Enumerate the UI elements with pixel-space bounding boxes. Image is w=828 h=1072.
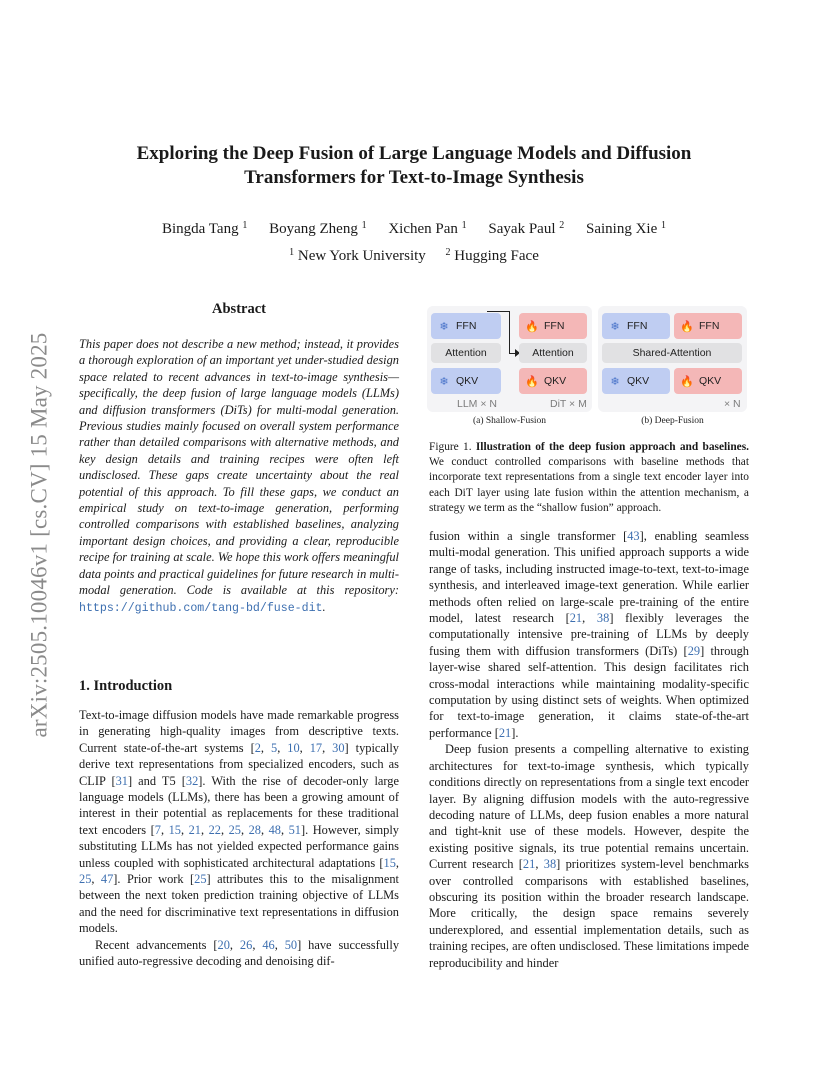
introduction-text — [79, 707, 399, 970]
dit-qkv-block: 🔥 QKV — [519, 368, 587, 394]
author: Saining Xie $^1$ — [585, 220, 666, 237]
deep-llm-qkv-block: ❄ QKV — [602, 368, 670, 394]
citation-link[interactable]: 38 — [543, 857, 557, 872]
snowflake-icon: ❄ — [439, 320, 449, 333]
caption-label: Figure 1. — [429, 441, 472, 453]
author: Xichen Pan $^1$ — [388, 220, 467, 237]
citation-link[interactable]: 17 — [309, 740, 323, 755]
citation-link[interactable]: 22 — [208, 822, 221, 837]
dit-attention-block: Attention — [519, 343, 587, 363]
citation-link[interactable]: 21 — [498, 725, 512, 740]
citation-link[interactable]: 21 — [522, 857, 536, 872]
introduction-continued — [429, 528, 749, 971]
citation-link[interactable]: 21 — [569, 611, 583, 626]
affiliation: $^2$ Hugging Face — [445, 247, 539, 264]
paragraph: Recent advancements [20, 26, 46, 50] have successfully unified auto-regressive decoding and denoising dif- — [79, 937, 400, 969]
code-repository-link[interactable]: https://github.com/tang-bd/fuse-dit — [79, 601, 323, 615]
deep-dit-ffn-block: 🔥 FFN — [674, 313, 742, 339]
snowflake-icon: ❄ — [610, 375, 620, 388]
snowflake-icon: ❄ — [439, 375, 449, 388]
flame-icon: 🔥 — [525, 375, 539, 388]
caption-text: We conduct controlled comparisons with baseline methods that incorporate text representations from a single text encoder layer into each DiT layer using late fusion within the attention mechanism, a strategy we term as the “shallow fusion” approach. — [429, 456, 749, 514]
author: Sayak Paul $^2$ — [488, 220, 565, 237]
author: Bingda Tang $^1$ — [162, 220, 248, 237]
figure-1-caption — [429, 440, 749, 516]
llm-qkv-block: ❄ QKV — [431, 368, 501, 394]
subfigure-a-label: (a) Shallow-Fusion — [472, 416, 547, 426]
citation-link[interactable]: 15 — [168, 822, 181, 837]
fusion-arrow — [509, 311, 510, 354]
arxiv-id-text: arXiv:2505.10046v1 [cs.CV] 15 May 2025 — [26, 332, 52, 738]
section-heading-introduction: 1. Introduction — [79, 678, 173, 694]
caption-title: Illustration of the deep fusion approach and baselines. — [475, 441, 749, 453]
citation-link[interactable]: 46 — [262, 937, 275, 952]
citation-link[interactable]: 25 — [228, 822, 241, 837]
citation-link[interactable]: 31 — [115, 773, 128, 788]
citation-link[interactable]: 38 — [596, 611, 610, 626]
citation-link[interactable]: 48 — [268, 822, 281, 837]
affiliation-list — [90, 246, 738, 266]
snowflake-icon: ❄ — [610, 320, 620, 333]
citation-link[interactable]: 32 — [185, 773, 199, 788]
subfigure-b-label: (b) Deep-Fusion — [641, 416, 704, 426]
citation-link[interactable]: 10 — [287, 740, 300, 755]
figure-1-diagram — [427, 306, 747, 428]
dit-multiplier: DiT × M — [550, 398, 587, 410]
deep-dit-qkv-block: 🔥 QKV — [674, 368, 742, 394]
flame-icon: 🔥 — [525, 320, 539, 333]
title-line-2: Transformers for Text-to-Image Synthesis — [244, 167, 584, 188]
shared-attention-block: Shared-Attention — [602, 343, 742, 363]
flame-icon: 🔥 — [680, 320, 694, 333]
affiliation: $^1$ New York University — [289, 247, 426, 264]
paragraph: Text-to-image diffusion models have made remarkable progress in generating high-quality images from descriptive texts. Current state-of-the-art systems [2, 5, 10, 17, 30] typically derive text representations from specialized encoders, such as CLIP [31] and T5 [32]. With the rise of decoder-only large language models (LLMs), there has been a growing amount of interest in their potential as replacements for these traditional text encoders [7, 15, 21, 22, 25, 28, 48, 51]. However, simply substituting LLMs has not yielded expected performance gains unless coupled with sophisticated architectural adaptations [15, 25, 47]. Prior work [25] attributes this to the misalignment between the next token prediction training objective of LLMs and the need for discriminative text representations in diffusion models. — [79, 708, 399, 936]
citation-link[interactable]: 25 — [79, 872, 92, 887]
citation-link[interactable]: 51 — [288, 822, 301, 837]
llm-multiplier: LLM × N — [457, 398, 497, 410]
citation-link[interactable]: 29 — [687, 643, 701, 658]
author-list — [90, 219, 738, 239]
deep-llm-ffn-block: ❄ FFN — [602, 313, 670, 339]
abstract-body: This paper does not describe a new method; instead, it provides a thorough exploration of an important yet under-studied design space related to recent advances in text-to-image synthesis—specifically, the deep fusion of large language models (LLMs) and diffusion transformers (DiTs) for multi-modal generation. Previous studies mainly focused on overall system performance rather than detailed comparisons with alternative methods, and key design details and training recipes were often left undisclosed. These gaps create uncertainty about the real potential of this approach. To fill these gaps, we conduct an empirical study on text-to-image generation, performing controlled comparisons with established baselines, analyzing important design choices, and providing a clear, reproducible recipe for training at scale. We hope this work offers meaningful data points and practical guidelines for future research in multi-modal generation. Code is available at this repository: https://github.com/tang-bd/fuse-dit. — [79, 337, 399, 615]
title-line-1: Exploring the Deep Fusion of Large Language Models and Diffusion — [136, 143, 692, 164]
paragraph: Deep fusion presents a compelling alternative to existing architectures for text-to-image synthesis, which typically conditions directly on representations from a single text encoder layer. By aligning diffusion models with the auto-regressive decoding nature of LLMs, deep fusion enables a more natural and tight-knit use of these models. However, despite the existing positive signals, its true potential remains uncertain. Current research [21, 38] prioritizes system-level benchmarks over controlled comparisons with established baselines, obscuring its position within the broader research landscape. More critically, the design space remains severely underexplored, and essential implementation details, such as training recipes, are often undisclosed. These limitations impede reproducibility and hinder — [429, 742, 749, 970]
citation-link[interactable]: 47 — [100, 872, 114, 887]
citation-link[interactable]: 7 — [154, 822, 161, 837]
citation-link[interactable]: 21 — [188, 822, 201, 837]
deep-multiplier: × N — [724, 398, 741, 410]
citation-link[interactable]: 2 — [254, 740, 261, 755]
llm-ffn-block: ❄ FFN — [431, 313, 501, 339]
citation-link[interactable]: 15 — [383, 855, 396, 870]
citation-link[interactable]: 20 — [217, 937, 230, 952]
abstract-heading: Abstract — [212, 301, 266, 317]
llm-attention-block: Attention — [431, 343, 501, 363]
citation-link[interactable]: 28 — [248, 822, 261, 837]
paragraph: fusion within a single transformer [43], enabling seamless multi-modal generation. This unified approach supports a wide range of tasks, including instructed image-to-text, text-to-image synthesis, and interleaved image-text generation. While earlier methods often relied on large-scale pre-training of the entire model, latest research [21, 38] flexibly leverages the computationally intensive pre-training of LLMs by deeply fusing them with diffusion transformers (DiTs) [29] through layer-wise shared self-attention. This design facilitates rich cross-modal interactions while maintaining modality-specific computation by using distinct sets of weights. When optimized for text-to-image generation, it claims state-of-the-art performance [21]. — [429, 529, 749, 740]
flame-icon: 🔥 — [680, 375, 694, 388]
arxiv-identifier — [22, 300, 56, 770]
author: Boyang Zheng $^1$ — [269, 220, 367, 237]
dit-ffn-block: 🔥 FFN — [519, 313, 587, 339]
citation-link[interactable]: 43 — [627, 529, 640, 543]
paper-title — [90, 142, 738, 190]
citation-link[interactable]: 50 — [284, 937, 298, 952]
citation-link[interactable]: 25 — [194, 872, 207, 887]
citation-link[interactable]: 26 — [239, 937, 253, 952]
citation-link[interactable]: 30 — [332, 740, 345, 755]
citation-link[interactable]: 5 — [270, 740, 278, 755]
